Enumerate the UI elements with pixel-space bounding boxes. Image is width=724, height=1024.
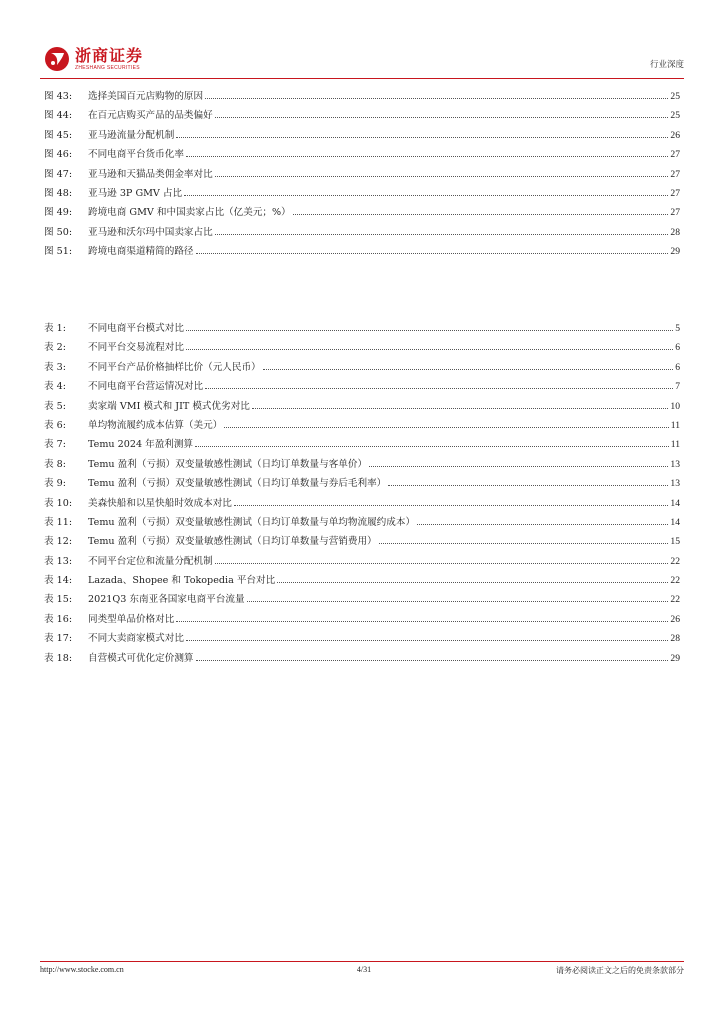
figure-toc-entry[interactable]	[44, 88, 680, 107]
footer-disclaimer: 请务必阅读正文之后的免责条款部分	[556, 966, 684, 975]
figure-toc-entry[interactable]	[44, 243, 680, 262]
leader-dots	[215, 233, 669, 235]
entry-title: 单均物流履约成本估算（美元）	[88, 419, 223, 431]
entry-page-number: 28	[670, 633, 680, 645]
table-toc-entry[interactable]	[44, 339, 680, 358]
leader-dots	[186, 639, 668, 641]
figure-toc-entry[interactable]	[44, 224, 680, 243]
leader-dots	[186, 329, 673, 331]
entry-title: 同类型单品价格对比	[88, 613, 175, 625]
entry-label: 表 9:	[44, 478, 66, 490]
entry-page-number: 11	[670, 439, 680, 451]
entry-label: 表 17:	[44, 633, 73, 645]
entry-title: 不同大卖商家模式对比	[88, 633, 184, 645]
header-divider	[40, 78, 684, 79]
entry-page-number: 11	[670, 419, 680, 431]
entry-page-number: 6	[675, 342, 680, 354]
table-toc-entry[interactable]	[44, 514, 680, 533]
entry-page-number: 22	[670, 594, 680, 606]
leader-dots	[293, 213, 669, 215]
table-toc-entry[interactable]	[44, 495, 680, 514]
logo-english-name: ZHESHANG SECURITIES	[75, 65, 140, 71]
entry-label: 表 2:	[44, 342, 66, 354]
entry-title: 卖家端 VMI 模式和 JIT 模式优劣对比	[88, 400, 250, 412]
entry-page-number: 27	[670, 168, 680, 180]
leader-dots	[196, 252, 669, 254]
entry-page-number: 28	[670, 226, 680, 238]
entry-label: 表 8:	[44, 458, 66, 470]
entry-label: 图 51:	[44, 246, 73, 258]
leader-dots	[215, 175, 669, 177]
leader-dots	[215, 116, 669, 118]
entry-title: 不同平台定位和流量分配机制	[88, 555, 213, 567]
entry-title: Temu 盈利（亏损）双变量敏感性测试（日均订单数量与券后毛利率）	[88, 478, 387, 490]
brand-logo	[44, 46, 143, 72]
entry-title: 选择美国百元店购物的原因	[88, 91, 204, 102]
entry-page-number: 7	[675, 381, 680, 393]
entry-label: 表 15:	[44, 594, 73, 606]
entry-label: 表 10:	[44, 497, 73, 509]
entry-title: 跨境电商 GMV 和中国卖家占比（亿美元；%）	[88, 207, 291, 219]
leader-dots	[277, 581, 668, 583]
entry-label: 表 1:	[44, 323, 66, 334]
entry-title: 亚马逊 3P GMV 占比	[88, 187, 183, 199]
brand-logo-icon	[44, 46, 70, 72]
table-toc-entry[interactable]	[44, 359, 680, 378]
table-toc-entry[interactable]	[44, 456, 680, 475]
entry-title: Lazada、Shopee 和 Tokopedia 平台对比	[88, 575, 276, 587]
entry-label: 图 48:	[44, 187, 73, 199]
leader-dots	[417, 523, 668, 525]
figure-toc-entry[interactable]	[44, 146, 680, 165]
entry-title: 不同平台产品价格抽样比价（元人民币）	[88, 361, 261, 373]
entry-label: 表 6:	[44, 419, 66, 431]
table-toc-entry[interactable]	[44, 591, 680, 610]
entry-page-number: 14	[670, 516, 680, 528]
entry-title: 不同电商平台模式对比	[88, 323, 184, 334]
figure-toc-entry[interactable]	[44, 204, 680, 223]
table-toc-entry[interactable]	[44, 553, 680, 572]
leader-dots	[176, 620, 668, 622]
leader-dots	[388, 484, 668, 486]
leader-dots	[224, 426, 668, 428]
entry-label: 表 5:	[44, 400, 66, 412]
entry-page-number: 29	[670, 652, 680, 664]
leader-dots	[184, 194, 668, 196]
entry-page-number: 26	[670, 129, 680, 141]
entry-label: 表 14:	[44, 575, 73, 587]
footer-divider	[40, 961, 684, 962]
table-toc-entry[interactable]	[44, 630, 680, 649]
leader-dots	[215, 562, 669, 564]
entry-title: 2021Q3 东南亚各国家电商平台流量	[88, 594, 245, 606]
leader-dots	[247, 600, 669, 602]
entry-page-number: 27	[670, 149, 680, 161]
entry-title: 在百元店购买产品的品类偏好	[88, 110, 213, 122]
entry-label: 图 46:	[44, 149, 73, 161]
figure-toc-entry[interactable]	[44, 166, 680, 185]
entry-page-number: 13	[670, 478, 680, 490]
entry-page-number: 26	[670, 613, 680, 625]
leader-dots	[369, 465, 668, 467]
table-toc-entry[interactable]	[44, 417, 680, 436]
entry-label: 图 45:	[44, 129, 73, 141]
entry-label: 表 12:	[44, 536, 73, 548]
entry-page-number: 14	[670, 497, 680, 509]
entry-title: 亚马逊流量分配机制	[88, 129, 175, 141]
entry-page-number: 13	[670, 458, 680, 470]
entry-title: 跨境电商渠道精简的路径	[88, 246, 194, 258]
leader-dots	[263, 368, 674, 370]
entry-title: 亚马逊和沃尔玛中国卖家占比	[88, 226, 213, 238]
entry-title: Temu 2024 年盈利测算	[88, 439, 194, 451]
report-category: 行业深度	[649, 60, 684, 70]
entry-page-number: 6	[675, 361, 680, 373]
footer-website-link[interactable]: http://www.stocke.com.cn	[40, 965, 124, 974]
table-toc-entry[interactable]	[44, 533, 680, 552]
entry-label: 图 44:	[44, 110, 73, 122]
entry-title: 美森快船和以星快船时效成本对比	[88, 497, 232, 509]
leader-dots	[186, 155, 668, 157]
entry-page-number: 27	[670, 207, 680, 219]
table-toc-entry[interactable]	[44, 650, 680, 669]
leader-dots	[186, 348, 673, 350]
figure-toc-entry[interactable]	[44, 185, 680, 204]
entry-label: 表 18:	[44, 652, 73, 664]
entry-title: Temu 盈利（亏损）双变量敏感性测试（日均订单数量与客单价）	[88, 458, 368, 470]
entry-label: 表 16:	[44, 613, 73, 625]
entry-title: 不同电商平台货币化率	[88, 149, 184, 161]
entry-title: 亚马逊和天猫品类佣金率对比	[88, 168, 213, 180]
entry-page-number: 25	[670, 110, 680, 122]
entry-page-number: 22	[670, 555, 680, 567]
entry-title: 不同电商平台营运情况对比	[88, 381, 204, 393]
entry-page-number: 25	[670, 91, 680, 102]
entry-page-number: 27	[670, 187, 680, 199]
entry-label: 表 4:	[44, 381, 66, 393]
table-toc-entry[interactable]	[44, 436, 680, 455]
page-header	[40, 42, 684, 80]
figure-toc-entry[interactable]	[44, 127, 680, 146]
table-toc-entry[interactable]	[44, 378, 680, 397]
entry-title: Temu 盈利（亏损）双变量敏感性测试（日均订单数量与单均物流履约成本）	[88, 516, 416, 528]
entry-title: 自营模式可优化定价测算	[88, 652, 194, 664]
figure-toc-entry[interactable]	[44, 107, 680, 126]
entry-page-number: 22	[670, 575, 680, 587]
entry-label: 图 49:	[44, 207, 73, 219]
entry-title: 不同平台交易流程对比	[88, 342, 184, 354]
entry-label: 表 7:	[44, 439, 66, 451]
leader-dots	[234, 504, 669, 506]
table-toc-entry[interactable]	[44, 320, 680, 339]
entry-label: 图 43:	[44, 91, 73, 102]
leader-dots	[195, 445, 669, 447]
leader-dots	[176, 136, 668, 138]
entry-label: 图 47:	[44, 168, 73, 180]
leader-dots	[196, 659, 669, 661]
entry-label: 表 11:	[44, 516, 73, 528]
entry-page-number: 10	[670, 400, 680, 412]
table-toc-entry[interactable]	[44, 398, 680, 417]
table-toc-entry[interactable]	[44, 611, 680, 630]
table-toc-entry[interactable]	[44, 475, 680, 494]
page-number: 4/31	[356, 965, 372, 974]
table-toc-entry[interactable]	[44, 572, 680, 591]
entry-label: 图 50:	[44, 226, 73, 238]
leader-dots	[205, 97, 668, 99]
entry-page-number: 29	[670, 246, 680, 258]
entry-page-number: 15	[670, 536, 680, 548]
entry-label: 表 3:	[44, 361, 66, 373]
figure-index	[44, 88, 680, 263]
entry-title: Temu 盈利（亏损）双变量敏感性测试（日均订单数量与营销费用）	[88, 536, 377, 548]
entry-label: 表 13:	[44, 555, 73, 567]
entry-page-number: 5	[675, 323, 680, 334]
logo-chinese-name: 浙商证券	[75, 46, 144, 65]
leader-dots	[252, 407, 669, 409]
leader-dots	[205, 387, 673, 389]
table-index	[44, 320, 680, 669]
leader-dots	[379, 542, 669, 544]
